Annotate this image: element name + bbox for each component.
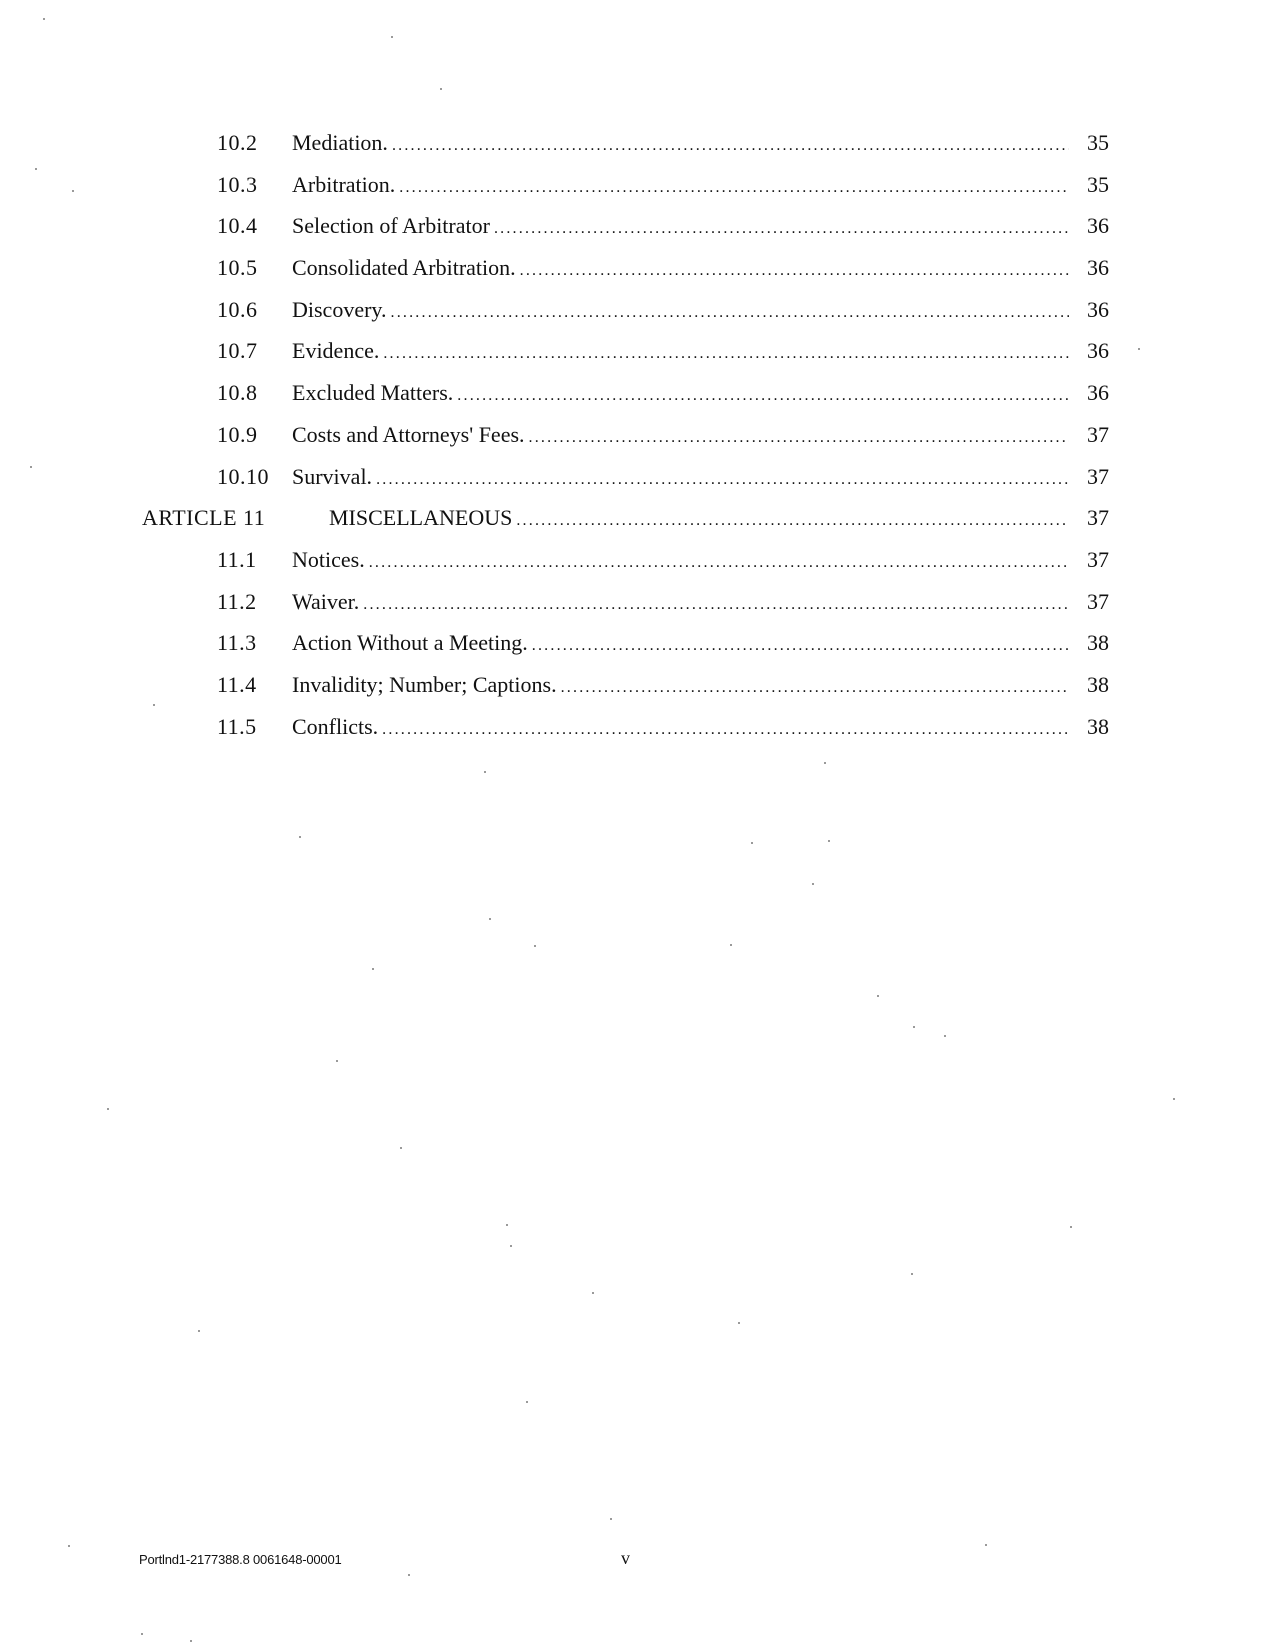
section-title: Evidence. [292, 338, 380, 364]
page-reference: 36 [1087, 213, 1109, 239]
noise-speck [1138, 348, 1140, 350]
section-number: 10.10 [217, 463, 269, 489]
section-number: 10.6 [217, 296, 258, 322]
page-reference: 37 [1087, 463, 1109, 489]
noise-speck [440, 88, 442, 90]
section-number: 10.3 [217, 171, 258, 197]
noise-speck [592, 1292, 594, 1294]
toc-label [292, 714, 1071, 743]
noise-speck [913, 1026, 915, 1028]
section-number: 10.2 [217, 130, 258, 155]
toc-label [292, 213, 1071, 242]
dot-leader [391, 300, 1070, 326]
dot-leader [494, 216, 1069, 242]
document-id-footer: Portlnd1-2177388.8 0061648-00001 [139, 1552, 342, 1567]
section-number: 11.5 [217, 713, 257, 739]
toc-entry-11-5 [0, 714, 1269, 756]
toc-entry-10-9 [0, 422, 1269, 464]
dot-leader [561, 675, 1069, 701]
noise-speck [141, 1633, 143, 1635]
section-number: 10.4 [217, 213, 258, 239]
page-reference: 35 [1087, 171, 1109, 197]
section-title: Consolidated Arbitration. [292, 255, 516, 281]
toc-entry-10-10 [0, 464, 1269, 506]
noise-speck [372, 968, 374, 970]
noise-speck [198, 1330, 200, 1332]
noise-speck [489, 918, 491, 920]
page-number-footer: v [621, 1548, 630, 1568]
section-title: Invalidity; Number; Captions. [292, 671, 557, 697]
article-title: MISCELLANEOUS [329, 505, 513, 531]
noise-speck [812, 883, 814, 885]
page-reference: 36 [1087, 338, 1109, 364]
section-title: Selection of Arbitrator [292, 213, 490, 239]
toc-entry-11-1 [0, 547, 1269, 589]
dot-leader [392, 133, 1069, 159]
noise-speck [610, 1518, 612, 1520]
noise-speck [391, 36, 393, 38]
noise-speck [985, 1544, 987, 1546]
noise-speck [336, 1060, 338, 1062]
toc-label [292, 464, 1071, 493]
section-number: 10.8 [217, 380, 258, 406]
dot-leader [383, 341, 1069, 367]
page-reference: 35 [1087, 130, 1109, 155]
noise-speck [824, 762, 826, 764]
dot-leader [516, 508, 1069, 534]
toc-label [292, 338, 1071, 367]
page-reference: 38 [1087, 630, 1109, 656]
section-title: Arbitration. [292, 171, 396, 197]
section-title: Discovery. [292, 296, 387, 322]
noise-speck [299, 836, 301, 838]
page-reference: 38 [1087, 671, 1109, 697]
noise-speck [506, 1224, 508, 1226]
page-reference: 38 [1087, 713, 1109, 739]
page-reference: 36 [1087, 296, 1109, 322]
toc-label [329, 505, 1071, 534]
section-title: Conflicts. [292, 713, 379, 739]
noise-speck [72, 190, 74, 192]
noise-speck [408, 1574, 410, 1576]
noise-speck [1173, 1098, 1175, 1100]
page-reference: 37 [1087, 505, 1109, 531]
toc-entry-10-3 [0, 172, 1269, 214]
section-title: Costs and Attorneys' Fees. [292, 421, 525, 447]
noise-speck [107, 1108, 109, 1110]
toc-label [292, 172, 1071, 201]
noise-speck [828, 840, 830, 842]
toc-label [292, 297, 1071, 326]
toc-label [292, 130, 1071, 159]
section-number: 10.7 [217, 338, 258, 364]
noise-speck [510, 1245, 512, 1247]
noise-speck [35, 168, 37, 170]
toc-entry-10-7 [0, 338, 1269, 380]
toc-label [292, 630, 1071, 659]
toc-entry-11-3 [0, 630, 1269, 672]
dot-leader [369, 550, 1069, 576]
toc-entry-10-8 [0, 380, 1269, 422]
noise-speck [534, 945, 536, 947]
dot-leader [399, 175, 1069, 201]
toc-entry-10-4 [0, 213, 1269, 255]
noise-speck [730, 944, 732, 946]
noise-speck [526, 1401, 528, 1403]
toc-label [292, 255, 1071, 284]
noise-speck [484, 771, 486, 773]
toc-entry-10-5 [0, 255, 1269, 297]
noise-speck [43, 18, 45, 20]
dot-leader [382, 717, 1069, 743]
noise-speck [30, 466, 32, 468]
toc-entry-article-11 [0, 505, 1269, 547]
dot-leader [457, 383, 1069, 409]
section-number: 10.9 [217, 421, 258, 447]
noise-speck [1070, 1226, 1072, 1228]
noise-speck [68, 1545, 70, 1547]
dot-leader [376, 467, 1069, 493]
dot-leader [363, 592, 1069, 618]
section-number: 11.3 [217, 630, 257, 656]
section-title: Mediation. [292, 130, 388, 155]
toc-label [292, 547, 1071, 576]
noise-speck [738, 1322, 740, 1324]
noise-speck [911, 1273, 913, 1275]
noise-speck [944, 1035, 946, 1037]
section-number: 11.4 [217, 671, 257, 697]
toc-label [292, 672, 1071, 701]
page-reference: 37 [1087, 546, 1109, 572]
dot-leader [520, 258, 1069, 284]
section-title: Waiver. [292, 588, 360, 614]
section-number: 10.5 [217, 255, 258, 281]
table-of-contents [0, 130, 1269, 755]
noise-speck [190, 1640, 192, 1642]
toc-entry-10-6 [0, 297, 1269, 339]
toc-entry-11-2 [0, 589, 1269, 631]
dot-leader [532, 633, 1069, 659]
section-title: Notices. [292, 546, 365, 572]
page-reference: 36 [1087, 380, 1109, 406]
noise-speck [877, 995, 879, 997]
dot-leader [529, 425, 1069, 451]
section-title: Action Without a Meeting. [292, 630, 528, 656]
noise-speck [400, 1147, 402, 1149]
article-number: ARTICLE 11 [142, 505, 266, 531]
page-reference: 37 [1087, 588, 1109, 614]
page-reference: 36 [1087, 255, 1109, 281]
page-reference: 37 [1087, 421, 1109, 447]
noise-speck [153, 704, 155, 706]
toc-entry-11-4 [0, 672, 1269, 714]
section-title: Excluded Matters. [292, 380, 454, 406]
toc-label [292, 589, 1071, 618]
noise-speck [751, 842, 753, 844]
toc-entry-10-2 [0, 130, 1269, 172]
toc-label [292, 380, 1071, 409]
section-title: Survival. [292, 463, 373, 489]
toc-label [292, 422, 1071, 451]
section-number: 11.1 [217, 546, 257, 572]
section-number: 11.2 [217, 588, 257, 614]
